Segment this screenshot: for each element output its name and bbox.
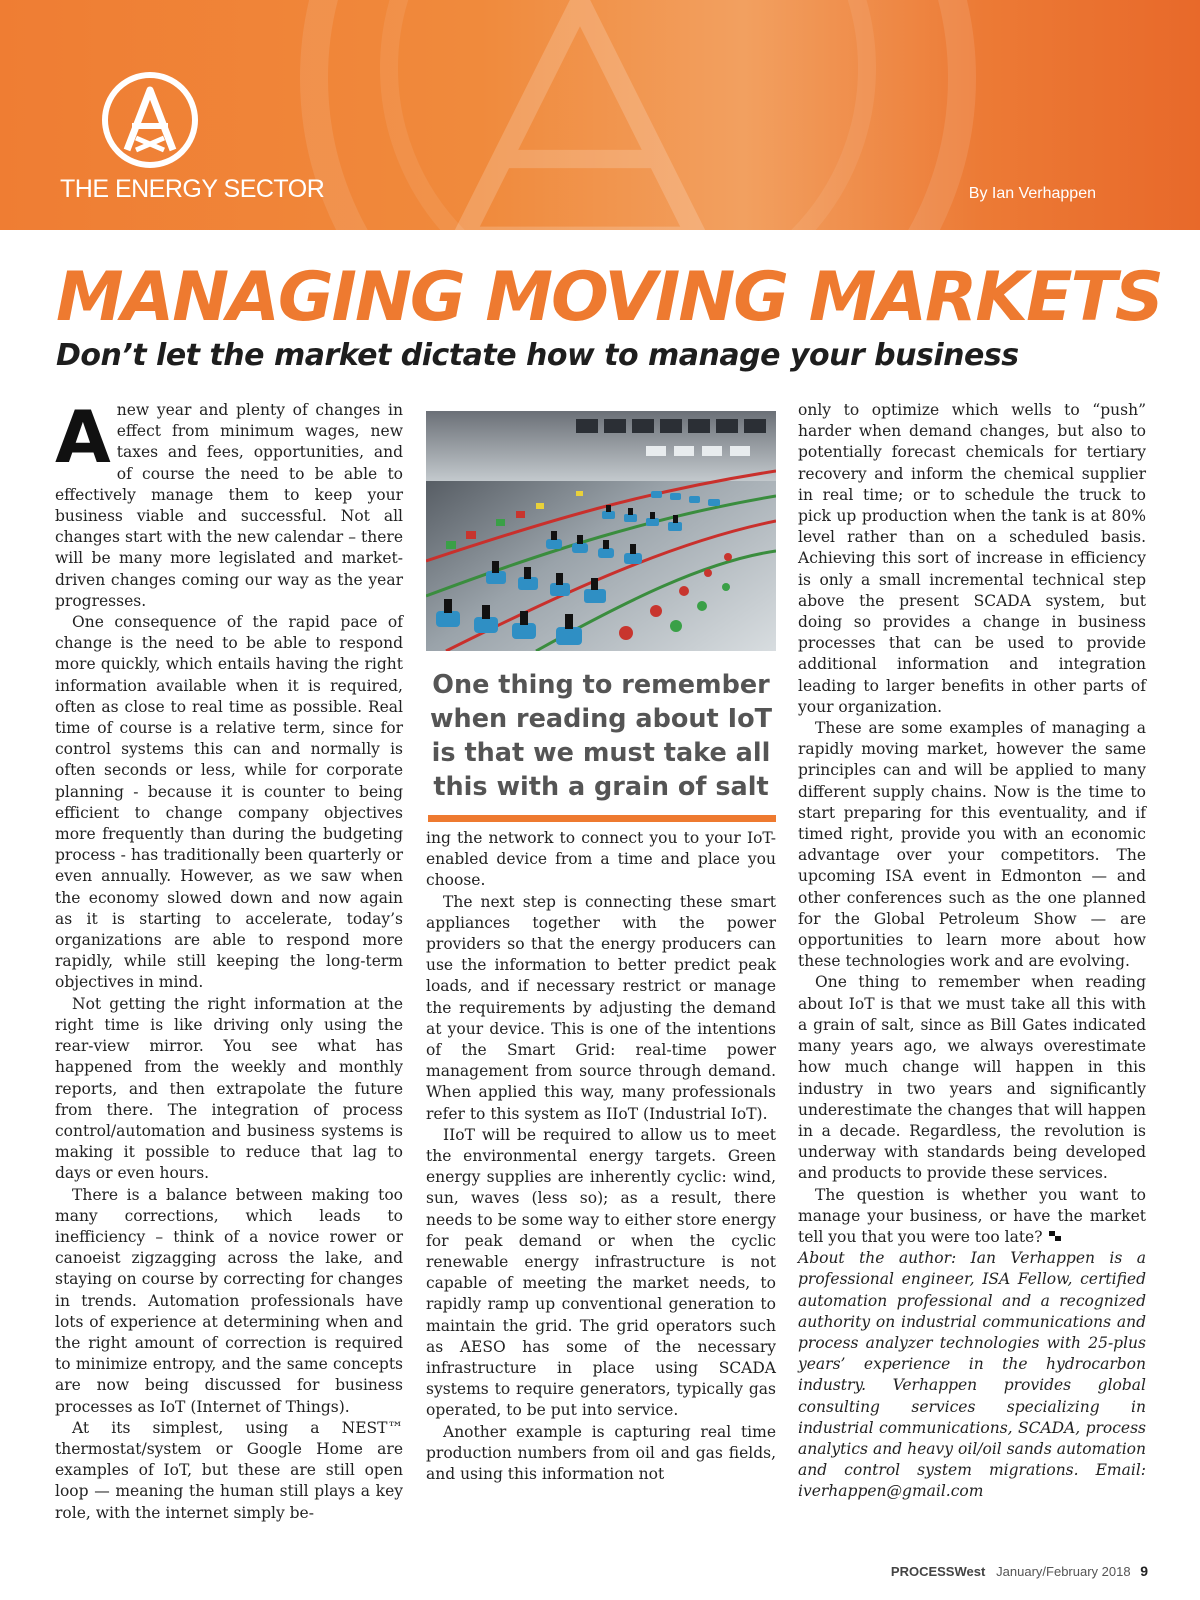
banner-watermark-icon <box>430 0 730 230</box>
article-column-1 <box>55 395 403 1524</box>
paragraph: At its simplest, using a NEST™ thermostat/system or Google Home are examples of IoT, but these are still open loop — meaning the human still plays a key role, with the internet simply be- <box>55 1418 403 1522</box>
pull-quote: One thing to remember when reading about IoT is that we must take all this with a grain of salt <box>430 670 772 802</box>
article-column-2 <box>426 828 776 1485</box>
drop-cap: A <box>55 395 111 479</box>
paragraph: only to optimize which wells to “push” harder when demand changes, but also to potentially forecast chemicals for tertiary recovery and inform the chemical supplier in real time; or to schedule the truck to pick up production when the tank is at 80% level rather than on a scheduled basis. Achieving this sort of increase in efficiency is only a small incremental technical step above the present SCADA system, but doing so provides a change in business processes that can be used to provide additional information and integration leading to larger benefits in other parts of your organization. <box>798 401 1146 716</box>
control-panel-photo <box>426 411 776 651</box>
energy-sector-logo-icon <box>100 70 200 170</box>
section-banner <box>0 0 1200 230</box>
article-headline: MANAGING MOVING MARKETS <box>56 258 1162 337</box>
article-column-3 <box>798 400 1146 1503</box>
paragraph: IIoT will be required to allow us to meet the environmental energy targets. Green energy supplies are inherently cyclic: wind, sun, waves (less so); as a result, there needs to be some way to either store energy for peak demand or when the cyclic renewable energy infrastructure is not capable of meeting the market needs, to rapidly ramp up conventional generation to maintain the grid. The grid operators such as AESO has some of the necessary infrastructure in place using SCADA systems to require generators, typically gas operated, to be put into service. <box>426 1125 776 1420</box>
article-subheadline: Don’t let the market dictate how to manage your business <box>56 338 1019 373</box>
page-number: 9 <box>1140 1563 1148 1579</box>
paragraph: Another example is capturing real time production numbers from oil and gas fields, and using this information not <box>426 1422 776 1484</box>
paragraph <box>798 1185 1146 1249</box>
pull-quote-rule <box>428 815 776 822</box>
paragraph: These are some examples of managing a rapidly moving market, however the same principles can and will be applied to many different supply chains. Now is the time to start preparing for this eventuality, and if timed right, provide you with an economic advantage over your competitors. The upcoming ISA event in Edmonton — and other conferences such as the one planned for the Global Petroleum Show — are opportunities to learn more about how these technologies work and are evolving. <box>798 719 1146 971</box>
paragraph: One consequence of the rapid pace of change is the need to be able to respond more quickly, which entails having the right information available when it is required, often as close to real time as possible. Real time of course is a relative term, since for control systems this can and normally is often seconds or less, while for corporate planning - because it is counter to being efficient to change company objectives more frequently than during the budgeting process - has traditionally been quarterly or even annually. However, as we saw when the economy slowed down and now again as it is starting to accelerate, today’s organizations are able to respond more rapidly, while still keeping the long-term objectives in mind. <box>55 613 403 992</box>
author-bio: About the author: Ian Verhappen is a professional engineer, ISA Fellow, certified automation professional and a recognized authority on industrial communications and process analyzer technologies with 25-plus years’ experience in the hydrocarbon industry. Verhappen provides global consulting services specializing in industrial communications, SCADA, process analytics and heavy oil/oil sands automation and control system migrations. Email: iverhappen@gmail.com <box>798 1249 1146 1501</box>
magazine-name: PROCESSWest <box>890 1564 986 1579</box>
section-label: THE ENERGY SECTOR <box>60 175 325 203</box>
article-end-mark-icon <box>1047 1229 1063 1243</box>
paragraph: One thing to remember when reading about IoT is that we must take all this with a grain of salt, since as Bill Gates indicated many years ago, we always overestimate how much change will happen in this industry in two years and significantly underestimate the changes that will happen in a decade. Regardless, the revolution is underway with standards being developed and products to provide these services. <box>798 973 1146 1183</box>
paragraph: ing the network to connect you to your IoT-enabled device from a time and place you choose. <box>426 829 776 890</box>
byline: By Ian Verhappen <box>968 185 1096 202</box>
page-footer <box>891 1563 1148 1579</box>
issue-date: January/February 2018 <box>996 1564 1131 1579</box>
control-panel-photo-art <box>426 411 776 651</box>
paragraph: Not getting the right information at the right time is like driving only using the rear-view mirror. You see what has happened from the weekly and monthly reports, and then extrapolate the future from there. The integration of process control/automation and business systems is making it possible to reduce that lag to days or even hours. <box>55 994 403 1183</box>
paragraph: new year and plenty of changes in effect from minimum wages, new taxes and fees, opportunities, and of course the need to be able to effectively manage them to keep your business viable and successful. Not all changes start with the new calendar – there will be many more legislated and market-driven changes coming our way as the year progresses. <box>55 401 403 610</box>
closing-question: The question is whether you want to manage your business, or have the market tell you that you were too late? <box>798 1185 1146 1246</box>
paragraph: There is a balance between making too many corrections, which leads to inefficiency – think of a novice rower or canoeist zigzagging across the lake, and staying on course by correcting for changes in trends. Automation professionals have lots of experience at determining when and the right amount of correction is required to minimize entropy, and the same concepts are now being discussed for business processes as IoT (Internet of Things). <box>55 1185 403 1416</box>
paragraph: The next step is connecting these smart appliances together with the power providers so that the energy producers can use the information to better predict peak loads, and if necessary restrict or manage the requirements by adjusting the demand at your device. This is one of the intentions of the Smart Grid: real-time power management from source through demand. When applied this way, many professionals refer to this system as IIoT (Industrial IoT). <box>426 892 776 1123</box>
